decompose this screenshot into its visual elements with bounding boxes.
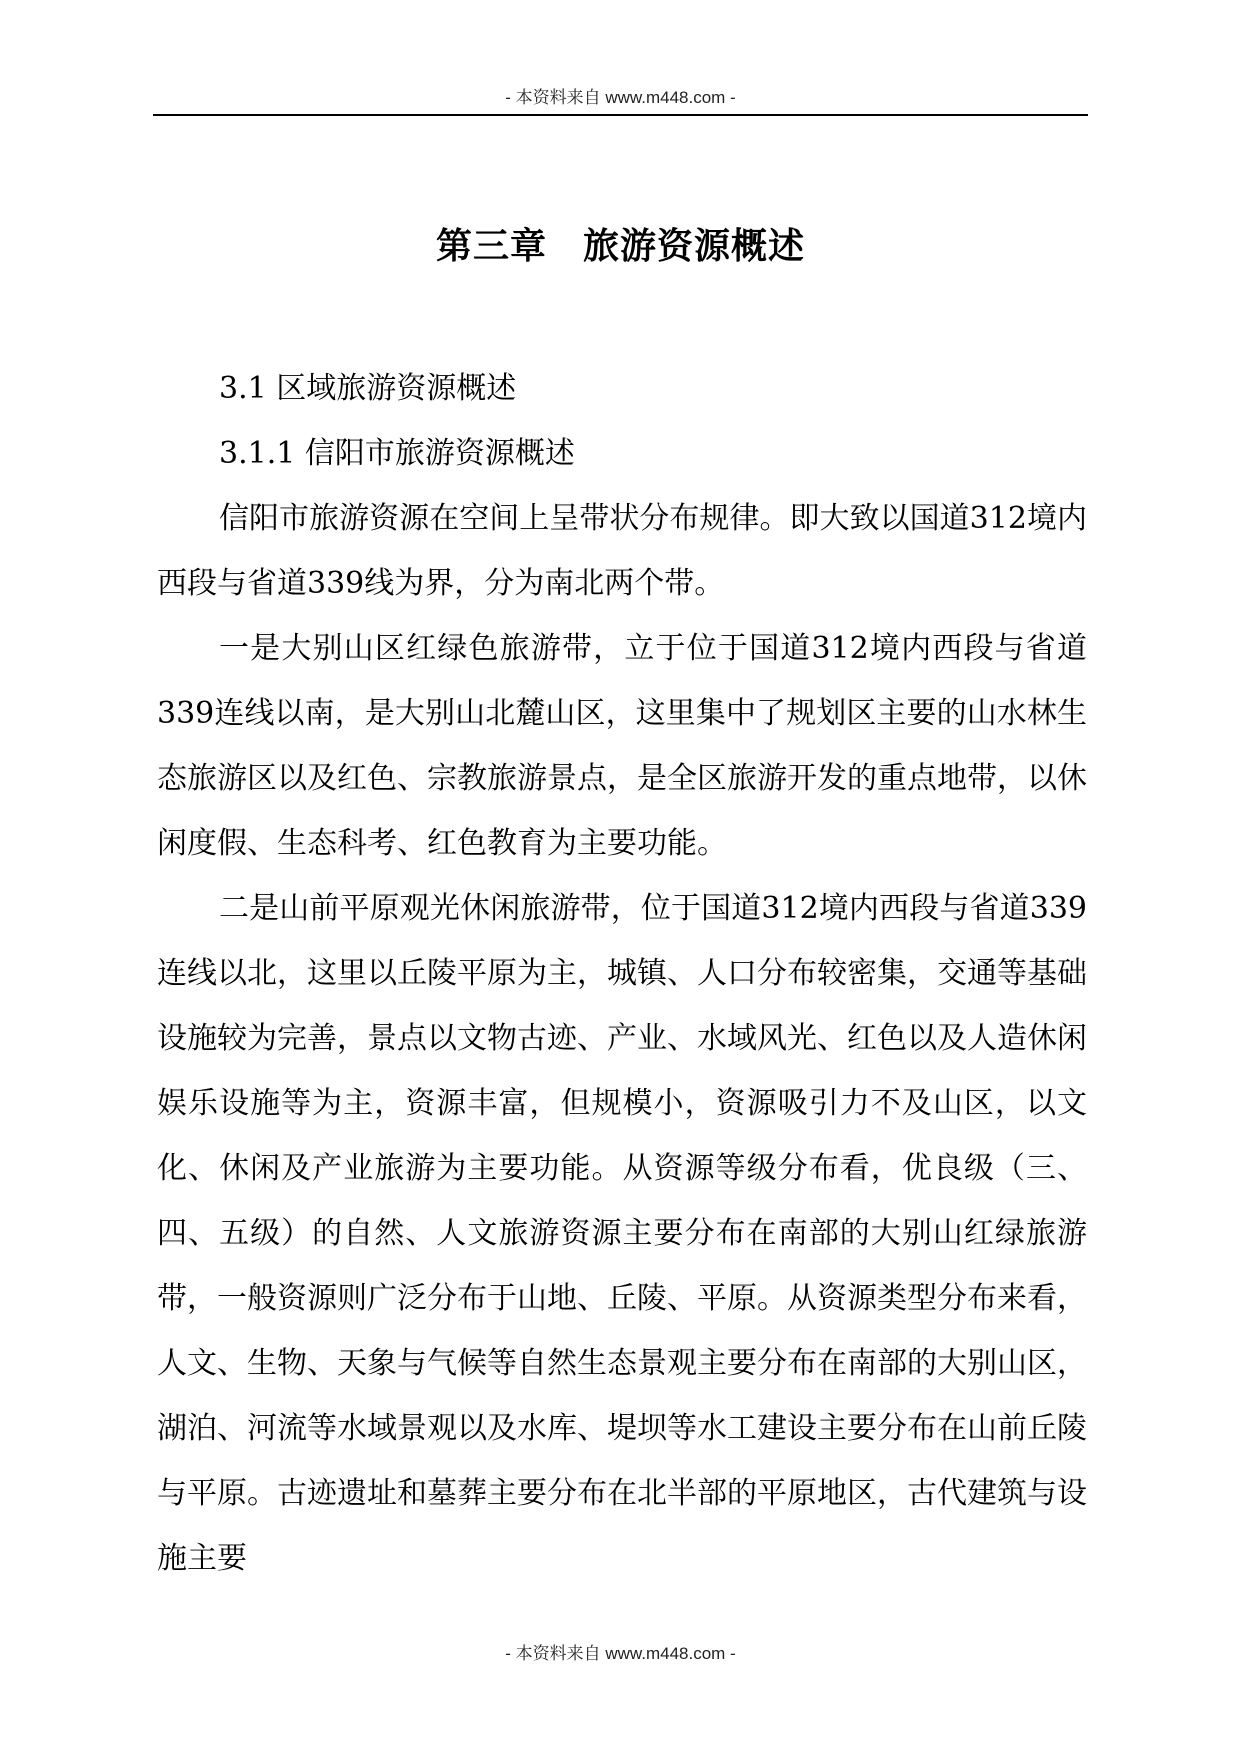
section-heading-3-1-1: 3.1.1 信阳市旅游资源概述 xyxy=(219,436,575,471)
page-header: - 本资料来自 www.m448.com - xyxy=(505,88,736,107)
header-divider xyxy=(153,114,1088,116)
section-heading-3-1: 3.1 区域旅游资源概述 xyxy=(219,371,517,406)
chapter-name: 旅游资源概述 xyxy=(583,226,806,267)
document-body xyxy=(157,356,1087,1591)
paragraph-3: 二是山前平原观光休闲旅游带，位于国道312境内西段与省道339连线以北，这里以丘陵平原为主，城镇、人口分布较密集，交通等基础设施较为完善，景点以文物古迹、产业、水域风光、红色以及人造休闲娱乐设施等为主，资源丰富，但规模小，资源吸引力不及山区，以文化、休闲及产业旅游为主要功能。从资源等级分布看，优良级（三、四、五级）的自然、人文旅游资源主要分布在南部的大别山红绿旅游带，一般资源则广泛分布于山地、丘陵、平原。从资源类型分布来看，人文、生物、天象与气候等自然生态景观主要分布在南部的大别山区，湖泊、河流等水域景观以及水库、堤坝等水工建设主要分布在山前丘陵与平原。古迹遗址和墓葬主要分布在北半部的平原地区，古代建筑与设施主要 xyxy=(157,891,1087,1576)
paragraph-1: 信阳市旅游资源在空间上呈带状分布规律。即大致以国道312境内西段与省道339线为界，分为南北两个带。 xyxy=(157,501,1087,601)
page-footer: - 本资料来自 www.m448.com - xyxy=(505,1644,736,1663)
chapter-title xyxy=(153,222,1088,272)
paragraph-2: 一是大别山区红绿色旅游带，立于位于国道312境内西段与省道339连线以南，是大别山北麓山区，这里集中了规划区主要的山水林生态旅游区以及红色、宗教旅游景点，是全区旅游开发的重点地带，以休闲度假、生态科考、红色教育为主要功能。 xyxy=(157,631,1087,861)
chapter-number: 第三章 xyxy=(435,226,547,267)
